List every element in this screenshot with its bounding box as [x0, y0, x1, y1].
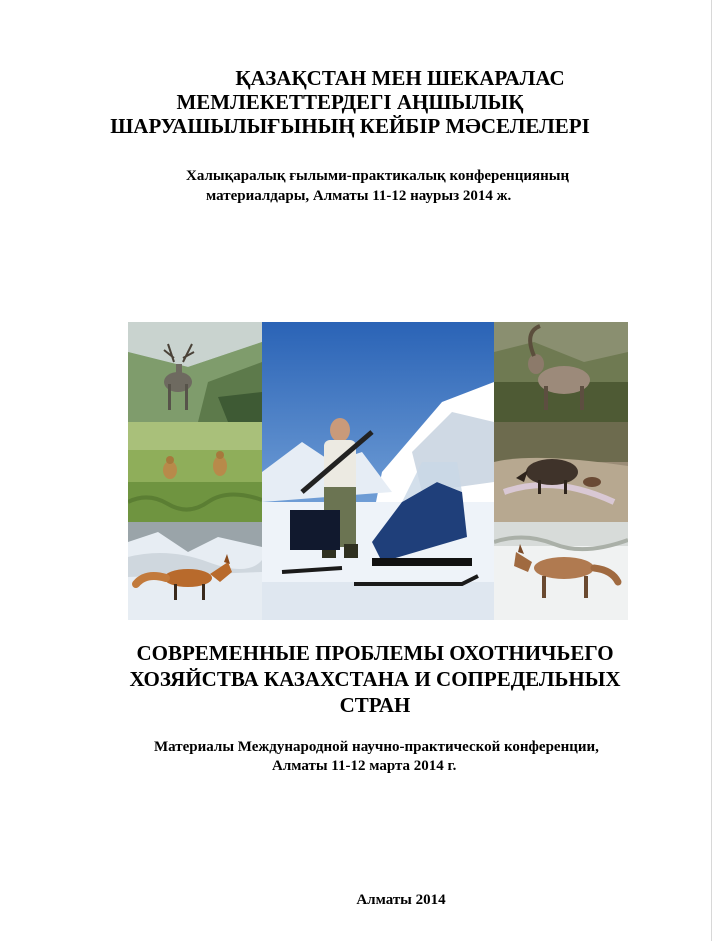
russian-title-line-1: СОВРЕМЕННЫЕ ПРОБЛЕМЫ ОХОТНИЧЬЕГО [136, 641, 614, 665]
fox-photo [128, 522, 262, 620]
kazakh-subtitle-line-2: материалдары, Алматы 11-12 наурыз 2014 ж. [206, 188, 512, 204]
marmots-photo [128, 422, 262, 522]
deer-photo [128, 322, 262, 422]
kazakh-subtitle [150, 166, 630, 206]
russian-title [110, 640, 640, 718]
ibex-photo [494, 322, 628, 422]
kazakh-subtitle-line-1: Халықаралық ғылыми-практикалық конференцияның [186, 168, 570, 184]
kazakh-title-line-3: ШАРУАШЫЛЫҒЫНЫҢ КЕЙБІР МӘСЕЛЕЛЕРІ [110, 114, 590, 138]
russian-subtitle-line-1: Материалы Международной научно-практической конференции, [154, 739, 599, 755]
kazakh-title-line-2: МЕМЛЕКЕТТЕРДЕГІ АҢШЫЛЫҚ [176, 90, 524, 114]
hunter-snowmobile-photo [262, 322, 494, 620]
publication-place-year: Алматы 2014 [356, 892, 446, 908]
russian-title-line-2: ХОЗЯЙСТВА КАЗАХСТАНА И СОПРЕДЕЛЬНЫХ [129, 667, 621, 691]
boar-photo [494, 422, 628, 522]
wolf-photo [494, 522, 628, 620]
russian-subtitle [150, 738, 670, 776]
russian-subtitle-line-2: Алматы 11-12 марта 2014 г. [272, 758, 457, 774]
russian-title-line-3: СТРАН [339, 693, 411, 717]
kazakh-title-line-1: ҚАЗАҚСТАН МЕН ШЕКАРАЛАС [235, 66, 565, 90]
photo-collage [128, 322, 628, 620]
kazakh-title [100, 66, 640, 138]
